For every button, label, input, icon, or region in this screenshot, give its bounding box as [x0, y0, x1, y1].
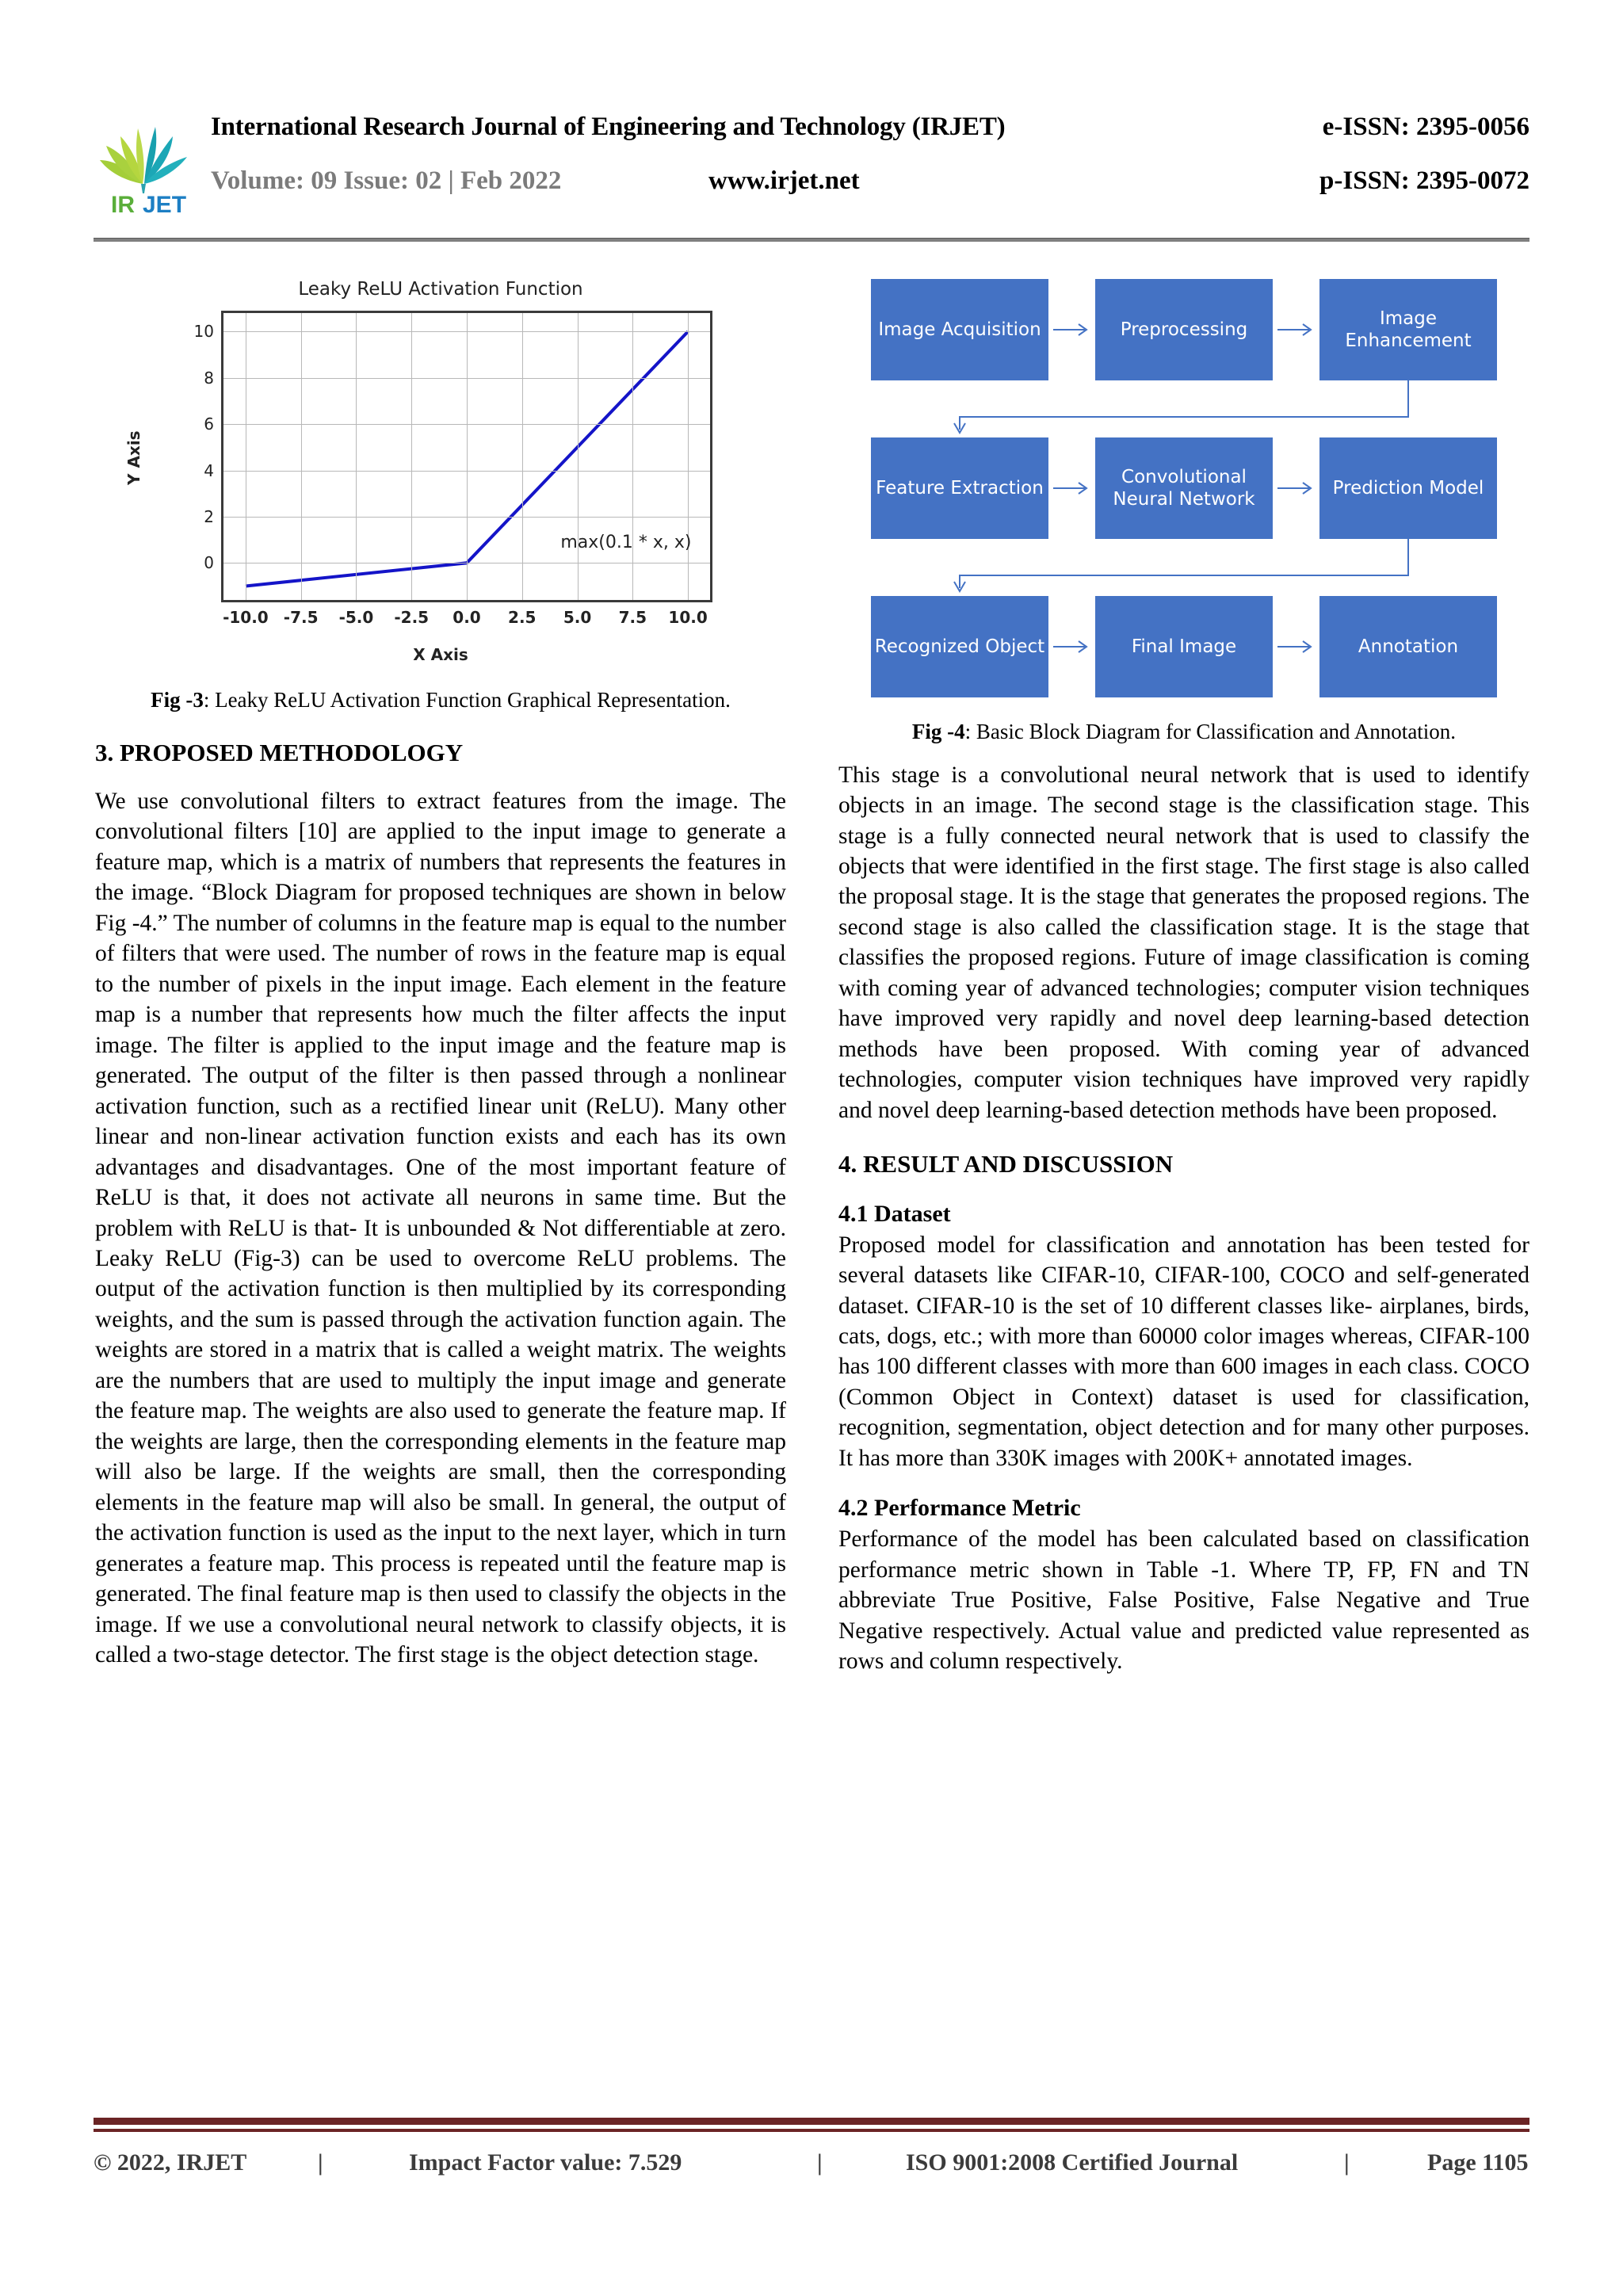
page-header	[94, 111, 1529, 230]
arrow-right-icon	[1048, 596, 1095, 697]
footer-divider	[94, 2118, 1529, 2132]
chart-y-tick-label: 4	[204, 460, 214, 480]
arrow-right-icon	[1273, 279, 1319, 380]
arrow-right-icon	[1048, 437, 1095, 539]
diagram-connector-2	[871, 539, 1497, 598]
footer-copyright: © 2022, IRJET	[94, 2149, 247, 2176]
right-paragraph-1: This stage is a convolutional neural network that is used to identify objects in an image. The second stage is the classification stage. This stage is a fully connected neural network that is used to classify the objects that were identified in the first stage. The first stage is also called the proposal stage. It is the stage that generates the proposed regions. The second stage is also called the classification stage. It is the stage that classifies the proposed regions. Future of image classification is coming with coming year of advanced technologies; computer vision techniques have improved very rapidly and novel deep learning-based detection methods have been proposed. With coming year of advanced technologies, computer vision techniques have improved very rapidly and novel deep learning-based detection methods have been proposed.	[838, 762, 1529, 1123]
chart-title: Leaky ReLU Activation Function	[298, 279, 583, 300]
chart-y-axis-label: Y Axis	[124, 430, 143, 485]
chart-gridline-vertical	[522, 313, 523, 600]
footer-separator: |	[318, 2149, 323, 2176]
diagram-row-2	[871, 437, 1497, 539]
chart-gridline-vertical	[578, 313, 579, 600]
figure-4-block-diagram	[871, 279, 1497, 707]
right-paragraph-2: Proposed model for classification and annotation has been tested for several datasets like CIFAR-10, CIFAR-100, COCO and self-generated dataset. CIFAR-10 is the set of 10 different classes like- airplanes, birds, cats, dogs, etc.; with more than 60000 color images whereas, CIFAR-100 has 100 different classes with more than 600 images in each class. COCO (Common Object in Context) dataset is used for classification, recognition, segmentation, object detection and for many other purposes. It has more than 330K images with 200K+ annotated images.	[838, 1232, 1529, 1471]
chart-x-tick-label: 0.0	[453, 608, 481, 627]
figure-3-label: Fig -3	[151, 688, 204, 712]
footer-certification: ISO 9001:2008 Certified Journal	[906, 2149, 1239, 2176]
irjet-logo	[94, 114, 198, 219]
sub-heading-performance-metric: 4.2 Performance Metric	[838, 1495, 1081, 1522]
journal-website-link[interactable]: www.irjet.net	[708, 166, 860, 195]
left-paragraph-1: We use convolutional filters to extract features from the image. The convolutional filters [10] are applied to the input image to generate a feature map, which is a matrix of numbers that represents the features in the image. “Block Diagram for proposed techniques are shown in below Fig -4.” The number of columns in the feature map is equal to the number of filters that were used. The number of rows in the feature map is equal to the number of pixels in the input image. Each element in the feature map is a number that represents how much the filter affects the input image. The filter is applied to the input image and the feature map is generated. The output of the filter is then passed through a nonlinear activation function, such as a rectified linear unit (ReLU). Many other linear and non-linear activation function exists and each has its own advantages and disadvantages. One of the most important feature of ReLU is that, it does not activate all neurons in same time. But the problem with ReLU is that- It is unbounded & Not differentiable at zero. Leaky ReLU (Fig-3) can be used to overcome ReLU problems. The output of the activation function is then multiplied by its corresponding weights, and the sum is passed through the activation function again. The weights are stored in a matrix that is called a weight matrix. The weights are the numbers that are used to multiply the input image and generate the feature map. The weights are also used to generate the feature map. If the weights are large, then the corresponding elements in the feature map will also be large. If the weights are small, then the corresponding elements in the feature map will also be small. In general, the output of the activation function is used as the input to the next layer, which in turn generates a feature map. This process is repeated until the feature map is generated. The final feature map is then used to classify the objects in the image. If we use a convolutional neural network to classify objects, it is called a two-stage detector. The first stage is the object detection stage.	[95, 788, 786, 1668]
left-column	[95, 279, 786, 1671]
footer-separator: |	[1344, 2149, 1350, 2176]
chart-gridline-vertical	[301, 313, 302, 600]
diagram-box-image-enhancement: Image Enhancement	[1319, 279, 1497, 380]
figure-4-caption-text: : Basic Block Diagram for Classification and Annotation.	[964, 720, 1457, 743]
figure-3-caption-text: : Leaky ReLU Activation Function Graphical Representation.	[203, 688, 731, 712]
chart-y-tick-label: 2	[204, 506, 214, 526]
chart-y-tick-label: 8	[204, 368, 214, 388]
diagram-row-3	[871, 596, 1497, 697]
arrow-right-icon	[1273, 437, 1319, 539]
volume-issue-date: Volume: 09 Issue: 02 | Feb 2022	[211, 166, 562, 195]
diagram-row-1	[871, 279, 1497, 380]
footer-impact-factor: Impact Factor value: 7.529	[409, 2149, 682, 2176]
diagram-box-recognized-object: Recognized Object	[871, 596, 1048, 697]
e-issn: e-ISSN: 2395-0056	[1322, 113, 1529, 141]
chart-x-axis-label: X Axis	[413, 645, 468, 664]
chart-x-tick-label: 5.0	[563, 608, 592, 627]
diagram-box-prediction-model: Prediction Model	[1319, 437, 1497, 539]
diagram-box-final-image: Final Image	[1095, 596, 1273, 697]
right-column	[838, 279, 1529, 1677]
chart-x-tick-label: -7.5	[283, 608, 319, 627]
logo-text-ir: IR	[111, 192, 135, 218]
chart-x-tick-label: -5.0	[338, 608, 374, 627]
diagram-box-annotation: Annotation	[1319, 596, 1497, 697]
chart-y-tick-label: 6	[204, 415, 214, 434]
page-footer	[94, 2149, 1529, 2197]
chart-plot-area	[193, 311, 712, 627]
footer-rule-thin	[94, 2129, 1529, 2132]
footer-separator: |	[817, 2149, 823, 2176]
chart-x-tick-label: 10.0	[668, 608, 708, 627]
footer-page-number: Page 1105	[1427, 2149, 1529, 2176]
header-line-2	[211, 166, 1529, 216]
journal-title: International Research Journal of Engineering and Technology (IRJET)	[211, 113, 1006, 141]
chart-x-tick-label: 2.5	[508, 608, 537, 627]
figure-3-chart	[124, 279, 746, 675]
arrow-right-icon	[1048, 279, 1095, 380]
chart-annotation: max(0.1 * x, x)	[560, 533, 692, 553]
chart-gridline-vertical	[688, 313, 689, 600]
arrow-right-icon	[1273, 596, 1319, 697]
chart-gridline-vertical	[632, 313, 633, 600]
chart-x-tick-label: -2.5	[394, 608, 430, 627]
diagram-box-preprocessing: Preprocessing	[1095, 279, 1273, 380]
chart-gridline-vertical	[411, 313, 412, 600]
section-heading-result-and-discussion: 4. RESULT AND DISCUSSION	[838, 1150, 1174, 1179]
irjet-logo-icon	[94, 114, 198, 219]
chart-x-tick-label: 7.5	[618, 608, 647, 627]
chart-y-tick-label: 0	[204, 553, 214, 573]
chart-gridline-vertical	[356, 313, 357, 600]
diagram-box-image-acquisition: Image Acquisition	[871, 279, 1048, 380]
right-paragraph-3: Performance of the model has been calculated based on classification performance metric shown in Table -1. Where TP, FP, FN and TN abbreviate True Positive, False Positive, False Negative and True Negative respectively. Actual value and predicted value represented as rows and column respectively.	[838, 1526, 1529, 1675]
figure-4-caption	[879, 718, 1489, 746]
chart-y-tick-label: 10	[193, 322, 214, 342]
header-line-1	[211, 113, 1529, 162]
logo-text-jet: JET	[143, 192, 187, 218]
section-heading-proposed-methodology: 3. PROPOSED METHODOLOGY	[95, 738, 464, 766]
diagram-box-convolutional-neural-network: Convolutional Neural Network	[1095, 437, 1273, 539]
header-divider	[94, 238, 1529, 242]
figure-4-label: Fig -4	[911, 720, 965, 743]
chart-x-tick-label: -10.0	[223, 608, 269, 627]
diagram-box-feature-extraction: Feature Extraction	[871, 437, 1048, 539]
p-issn: p-ISSN: 2395-0072	[1319, 166, 1529, 195]
footer-rule-thick	[94, 2118, 1529, 2125]
diagram-connector-1	[871, 380, 1497, 439]
chart-gridline-vertical	[467, 313, 468, 600]
figure-3-caption	[136, 686, 746, 714]
sub-heading-dataset: 4.1 Dataset	[838, 1200, 951, 1227]
